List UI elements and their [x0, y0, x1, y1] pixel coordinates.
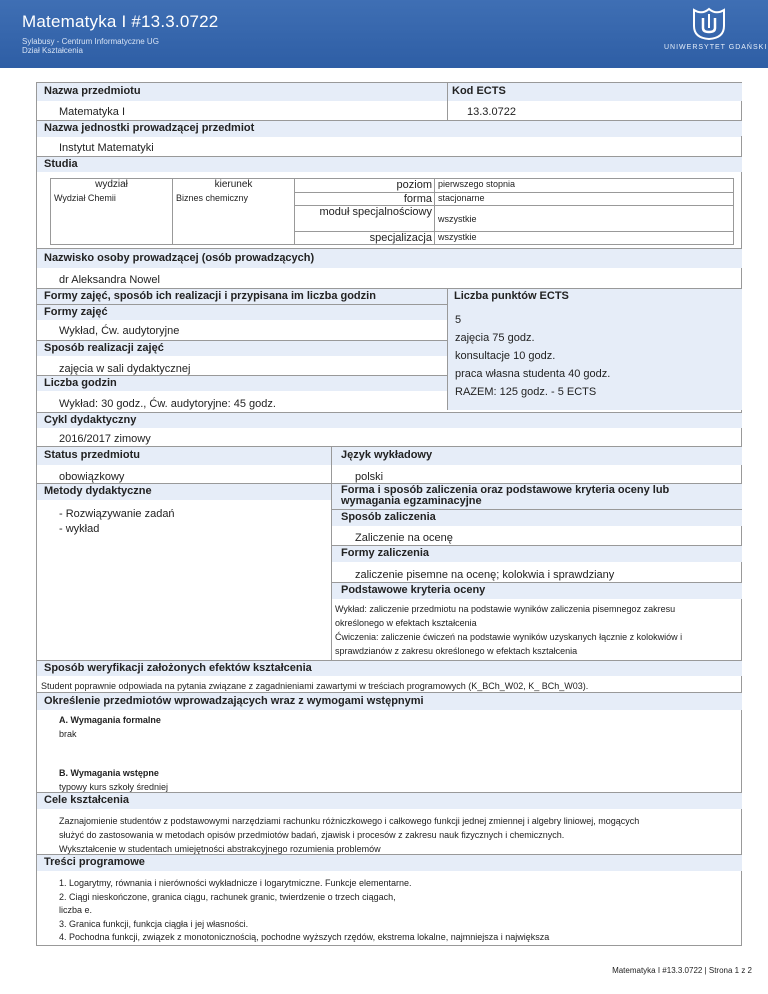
studia-table	[50, 178, 734, 245]
unit-section	[36, 136, 742, 156]
content-line: 4. Pochodna funkcji, związek z monotonicznością, pochodne wyższych rzędów, ekstrema lokalne, najmniejsza i największa	[59, 932, 550, 942]
prereq-section	[36, 692, 742, 792]
assessment-label-line-2: wymagania egzaminacyjne	[341, 495, 482, 507]
cycle-label: Cykl dydaktyczny	[44, 414, 137, 426]
forms-section	[36, 288, 742, 428]
page-title: Matematyka I #13.3.0722	[22, 12, 219, 31]
hours-value: Wykład: 30 godz., Ćw. audytoryjne: 45 godz.	[59, 398, 276, 410]
studia-wydzial-value: Wydział Chemii	[51, 193, 173, 245]
prereq-a-value: brak	[59, 729, 77, 739]
content-section	[36, 854, 742, 946]
course-name-label: Nazwa przedmiotu	[44, 85, 141, 97]
content-line: liczba e.	[59, 905, 93, 915]
ects-line: zajęcia 75 godz.	[455, 332, 535, 344]
status-value: obowiązkowy	[59, 471, 125, 483]
studia-key: specjalizacja	[295, 232, 435, 245]
forms-value: Wykład, Ćw. audytoryjne	[59, 325, 180, 337]
course-section	[36, 82, 742, 136]
cycle-value: 2016/2017 zimowy	[59, 433, 151, 445]
studia-key: forma	[295, 193, 435, 206]
studia-value: pierwszego stopnia	[435, 179, 734, 193]
ects-line: konsultacje 10 godz.	[455, 350, 556, 362]
header-subtitle-line-1: Sylabusy - Centrum Informatyczne UG	[22, 37, 159, 46]
unit-value: Instytut Matematyki	[59, 142, 154, 154]
studia-header-kierunek: kierunek	[173, 179, 295, 193]
content-line: 2. Ciągi nieskończone, granica ciągu, rachunek granic, twierdzenie o trzech ciągach,	[59, 891, 396, 902]
criteria-line: Wykład: zaliczenie przedmiotu na podstawie wyników zaliczenia pisemnegoz zakresu	[335, 604, 676, 614]
ects-points-label: Liczba punktów ECTS	[454, 290, 569, 302]
goals-line: Zaznajomienie studentów z podstawowymi narzędziami rachunku różniczkowego i całkowego funkcji jednej zmiennej i algebry liniowej, mogących	[59, 816, 640, 826]
ects-points-list	[455, 311, 610, 401]
method-label: Sposób realizacji zajęć	[44, 342, 164, 354]
studia-value: stacjonarne	[435, 193, 734, 206]
header-subtitle-line-2: Dział Kształcenia	[22, 46, 83, 55]
verification-value: Student poprawnie odpowiada na pytania związane z zagadnieniami zawartymi w treściach programowych (K_BCh_W02, K_ BCh_W03).	[41, 681, 589, 691]
status-section	[36, 446, 742, 660]
forms-subsection-label: Formy zajęć	[44, 306, 108, 318]
content-text	[59, 877, 549, 945]
hours-label: Liczba godzin	[44, 377, 117, 389]
methods-label: Metody dydaktyczne	[44, 485, 152, 497]
lecturer-section	[36, 248, 742, 288]
studia-value: wszystkie	[435, 206, 734, 232]
assessment-forms-value: zaliczenie pisemne na ocenę; kolokwia i sprawdziany	[355, 569, 615, 581]
unit-label: Nazwa jednostki prowadzącej przedmiot	[44, 122, 255, 134]
assessment-criteria-text	[335, 602, 682, 658]
assessment-label	[341, 485, 669, 507]
prereq-label: Określenie przedmiotów wprowadzających wraz z wymogami wstępnymi	[44, 695, 424, 707]
studia-key: moduł specjalnościowy	[295, 206, 435, 232]
goals-label: Cele kształcenia	[44, 794, 129, 806]
goals-text	[59, 814, 639, 856]
criteria-line: określonego w efektach kształcenia	[335, 618, 477, 628]
ects-code-value: 13.3.0722	[467, 106, 516, 118]
methods-item: - wykład	[59, 523, 100, 535]
assessment-forms-label: Formy zaliczenia	[341, 547, 430, 559]
page-footer: Matematyka I #13.3.0722 | Strona 1 z 2	[612, 966, 752, 975]
verification-section	[36, 660, 742, 692]
language-label: Język wykładowy	[341, 449, 433, 461]
goals-line: Wykształcenie w studentach umiejętności abstrakcyjnego rozumienia problemów	[59, 844, 381, 854]
cycle-section	[36, 412, 742, 446]
studia-header-wydzial: wydział	[51, 179, 173, 193]
methods-list	[59, 507, 175, 537]
university-name: UNIWERSYTET GDAŃSKI	[664, 44, 768, 51]
status-label: Status przedmiotu	[44, 449, 140, 461]
content-line: 1. Logarytmy, równania i nierówności wykładnicze i logarytmiczne. Funkcje elementarne.	[59, 878, 412, 888]
ects-code-label: Kod ECTS	[452, 85, 506, 97]
content-line: 3. Granica funkcji, funkcja ciągła i jej własności.	[59, 918, 249, 929]
criteria-line: sprawdzianów z zakresu określonego w efektach kształcenia	[335, 646, 578, 656]
assessment-label-line-1: Forma i sposób zaliczenia oraz podstawowe kryteria oceny lub	[341, 484, 670, 496]
ects-line: praca własna studenta 40 godz.	[455, 368, 611, 380]
goals-line: służyć do zastosowania w metodach opisów przedmiotów badań, zjawisk i procesów z zakresu nauk fizycznych i chemicznych.	[59, 830, 565, 840]
university-logo-icon	[690, 6, 728, 40]
goals-section	[36, 792, 742, 854]
content-label: Treści programowe	[44, 856, 145, 868]
page-header	[0, 0, 768, 68]
verification-label: Sposób weryfikacji założonych efektów kształcenia	[44, 662, 312, 674]
prereq-a-label: A. Wymagania formalne	[59, 715, 161, 725]
lecturer-label: Nazwisko osoby prowadzącej (osób prowadzących)	[44, 252, 315, 264]
methods-item: - Rozwiązywanie zadań	[59, 508, 175, 520]
language-value: polski	[355, 471, 384, 483]
assessment-way-label: Sposób zaliczenia	[341, 511, 436, 523]
studia-value: wszystkie	[435, 232, 734, 245]
studia-key: poziom	[295, 179, 435, 193]
method-value: zajęcia w sali dydaktycznej	[59, 363, 191, 375]
lecturer-value: dr Aleksandra Nowel	[59, 274, 160, 286]
criteria-line: Ćwiczenia: zaliczenie ćwiczeń na podstawie wyników uzyskanych łącznie z kolokwiów i	[335, 632, 683, 642]
prereq-b-label: B. Wymagania wstępne	[59, 768, 159, 778]
forms-label: Formy zajęć, sposób ich realizacji i przypisana im liczba godzin	[44, 290, 376, 302]
header-subtitle	[22, 37, 159, 55]
studia-label: Studia	[44, 158, 78, 170]
assessment-way-value: Zaliczenie na ocenę	[355, 532, 453, 544]
studia-kierunek-value: Biznes chemiczny	[173, 193, 295, 245]
course-name-value: Matematyka I	[59, 106, 126, 118]
prereq-b-value: typowy kurs szkoły średniej	[59, 782, 169, 792]
ects-line: RAZEM: 125 godz. - 5 ECTS	[455, 386, 597, 398]
assessment-criteria-label: Podstawowe kryteria oceny	[341, 584, 486, 596]
ects-line: 5	[455, 314, 462, 326]
